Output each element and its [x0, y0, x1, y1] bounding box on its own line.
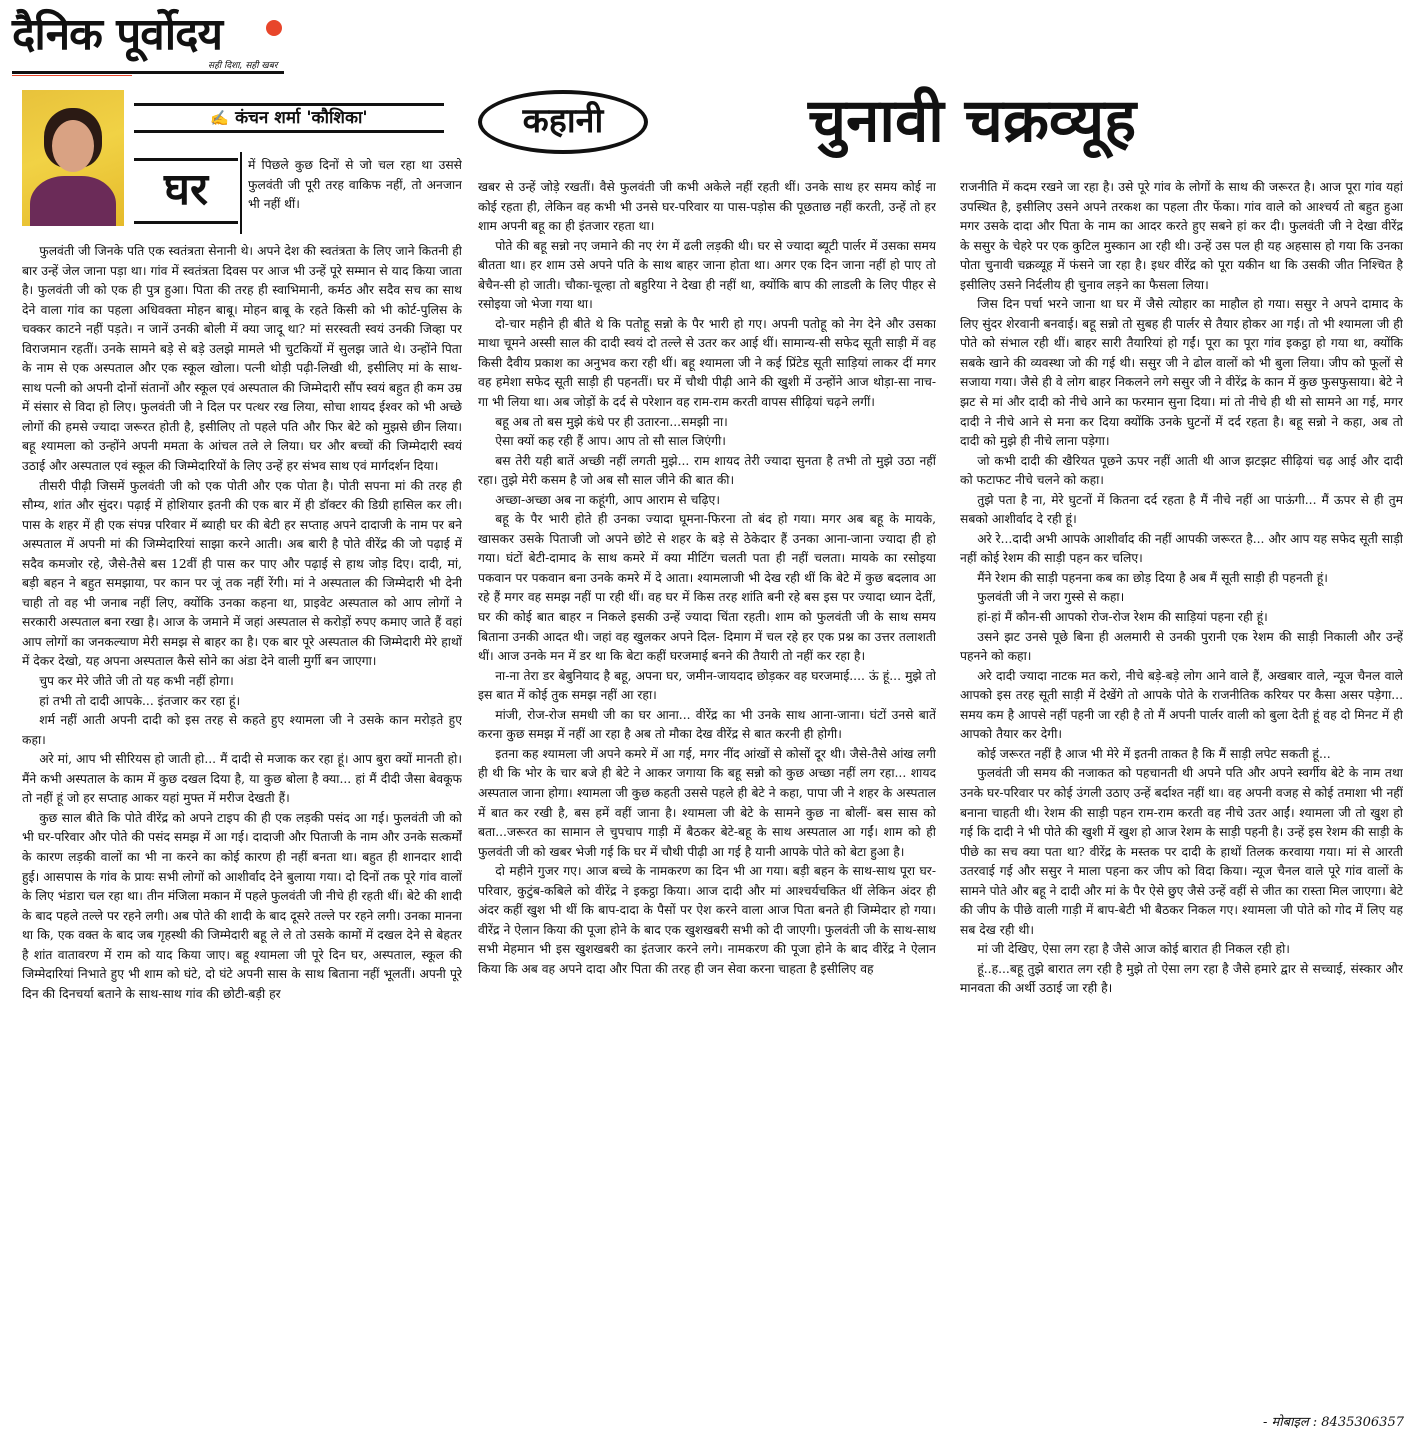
paragraph: ना-ना तेरा डर बेबुनियाद है बहू, अपना घर, जमीन-जायदाद छोड़कर वह घरजमाई.... ऊं हूं... मुझे तो इस बात में कोई तुक समझ नहीं आ रहा। — [478, 668, 936, 703]
paragraph: बहू अब तो बस मुझे कंधे पर ही उतारना...समझी ना। — [495, 414, 728, 429]
dropcap-divider — [240, 152, 242, 234]
paragraph: हां-हां मैं कौन-सी आपको रोज-रोज रेशम की साड़ियां पहना रही हूं। — [977, 610, 1268, 625]
author-byline — [134, 103, 444, 133]
article-column-2 — [478, 178, 936, 1444]
author-photo — [22, 90, 124, 226]
paragraph: दो महीने गुजर गए। आज बच्चे के नामकरण का दिन भी आ गया। बड़ी बहन के साथ-साथ पूरा घर-परिवार, कुटुंब-कबिले को वीरेंद्र ने इकट्ठा किया। आज दादी और मां आश्चर्यचकित थीं लेकिन अंदर ही अंदर कहीं खुश भी थीं कि बाप-दादा के पैसों पर ऐश करने वाला आज पिता बनते ही जिम्मेदार हो गया। वीरेंद्र ने ऐलान किया की पूजा होने के बाद एक खुशखबरी सभी को दी जाएगी। फुलवंती जी के साथ-साथ सभी मेहमान भी इस खुशखबरी का इंतजार करने लगे। नामकरण की पूजा होने के बाद वीरेंद्र ने ऐलान किया कि अब वह अपने दादा और पिता की तरह ही जन सेवा करना चाहता है इसीलिए वह — [478, 864, 936, 976]
paragraph: राजनीति में कदम रखने जा रहा है। उसे पूरे गांव के लोगों के साथ की जरूरत है। आज पूरा गांव यहां उपस्थित है, इसीलिए उसने अपने तरकश का पहला तीर फेंका। गांव वाले को आश्चर्य तो बहुत हुआ मगर उसके दादा और पिता के नाम का आदर करते हुए सबने हां कर दी। फुलवंती जी ने देखा वीरेंद्र के ससुर के चेहरे पर एक कुटिल मुस्कान आ रही थी। उन्हें उस पल ही यह अहसास हो गया कि उनका पोता चुनावी चक्रव्यूह में फंसने जा रहा है। इधर वीरेंद्र को पूरा यकीन था कि उसकी जीत निश्चित है इसीलिए उसने निर्दलीय ही चुनाव लड़ने का फैसला लिया। — [960, 180, 1403, 292]
paragraph: चुप कर मेरे जीते जी तो यह कभी नहीं होगा। — [39, 674, 234, 689]
paragraph: कोई जरूरत नहीं है आज भी मेरे में इतनी ताकत है कि मैं साड़ी लपेट सकती हूं... — [977, 746, 1331, 761]
section-label: कहानी — [478, 90, 648, 154]
paragraph: ऐसा क्यों कह रही हैं आप। आप तो सौ साल जिएंगी। — [495, 434, 726, 449]
paragraph: इतना कह श्यामला जी अपने कमरे में आ गई, मगर नींद आंखों से कोसों दूर थी। जैसे-तैसे आंख लगी ही थी कि भोर के चार बजे ही बेटे ने आकर जगाया कि बहू सन्नो को कुछ अच्छा नहीं लग रहा... शायद अस्पताल जाना होगा। श्यामला जी कुछ कहती उससे पहले ही बेटे ने कहा, पापा जी ने शहर के अस्पताल में बात कर रखी है, बस हमें वहीं जाना है। श्यामला जी बेटे के सामने कुछ ना बोलीं- बस सास को बता...जरूरत का सामान ले चुपचाप गाड़ी में बैठकर बेटे-बहू के साथ अस्पताल आ गईं। शाम को ही फुलवंती जी को खबर भेजी गई कि घर में चौथी पीढ़ी आ गई है यानी आपके पोते को बेटा हुआ है। — [478, 746, 936, 859]
paragraph: शर्म नहीं आती अपनी दादी को इस तरह से कहते हुए श्यामला जी ने उसके कान मरोड़ते हुए कहा। — [22, 713, 462, 747]
paragraph: अच्छा-अच्छा अब ना कहूंगी, आप आराम से चढ़िए। — [495, 492, 720, 507]
newspaper-logo: दैनिक पूर्वोदय — [12, 9, 223, 60]
author-name: कंचन शर्मा 'कौशिका' — [235, 108, 368, 128]
paragraph: जिस दिन पर्चा भरने जाना था घर में जैसे त्योहार का माहौल हो गया। ससुर ने अपने दामाद के लिए सुंदर शेरवानी बनवाई। बहू सन्नो तो सुबह ही पार्लर से तैयार होकर आ गई। तो भी श्यामला जी ही पोते को संभाल रही थीं। बाहर सारी तैयारियां हो गईं। पूरा का पूरा गांव इकट्ठा हो गया था, क्योंकि सबके खाने की व्यवस्था जो की गई थी। ससुर जी ने ढोल वालों को भी बुला लिया। जीप को फूलों से सजाया गया। जैसे ही वे लोग बाहर निकलने लगे ससुर जी ने वीरेंद्र के कान में कुछ फुसफुसाया। बेटे ने झट से मां और दादी को नीचे आने का फरमान सुना दिया। मां तो नीचे ही थी सो सामने आ गई, मगर दादी ने नीचे आने से मना कर दिया क्योंकि उनके घुटनों में दर्द रहता है। बहू सन्नो ने कहा, अब तो दादी को मुझे ही नीचे लाना पड़ेगा। — [960, 297, 1403, 449]
story-title: चुनावी चक्रव्यूह — [808, 86, 1137, 156]
paragraph: दो-चार महीने ही बीते थे कि पतोहू सन्नो के पैर भारी हो गए। अपनी पतोहू को नेग देने और उसका माथा चूमने अस्सी साल की दादी स्वयं दो तल्ले से उतर कर आई थीं। सामान्य-सी सफेद सूती साड़ी में वह किसी दैवीय प्रकाश का अनुभव करा रही थीं। बहू श्यामला जी ने कई प्रिंटेड सूती साड़ियां लाकर दीं मगर वह हमेशा सफेद सूती साड़ी ही पहनतीं। घर में चौथी पीढ़ी आने की खुशी में उन्होंने आज थोड़ा-सा नाच-गा भी लिया था। अब जोड़ों के दर्द से परेशान वह राम-राम करती वापस सीढ़ियां चढ़ने लगीं। — [478, 316, 936, 410]
paragraph: कुछ साल बीते कि पोते वीरेंद्र को अपने टाइप की ही एक लड़की पसंद आ गई। फुलवंती जी को भी घर-परिवार और पोते की पसंद समझ में आ गई। दादाजी और पिताजी के नाम और उनके सत्कर्मों के कारण लड़की वालों का भी ना करने का कोई कारण ही नहीं बनता था। बहुत ही शानदार शादी हुई। आसपास के गांव के प्रायः सभी लोगों को आशीर्वाद देने बुलाया गया। दो दिनों तक पूरे गांव वालों के लिए भंडारा चल रहा था। तीन मंजिला मकान में पहले फुलवंती जी नीचे ही रहती थीं। बेटे की शादी के बाद पहले तल्ले पर रहने लगी। अब पोते की शादी के बाद दूसरे तल्ले पर रहने लगी। उनका मानना था कि, एक वक्त के बाद जब गृहस्थी की जिम्मेदारी बहू ले ले तो उसके कामों में दखल देने से बेहतर है शांत वातावरण में राम को याद किया जाए। बहू श्यामला जी पूरे दिन घर, अस्पताल, स्कूल की जिम्मेदारियां निभाते हुए भी शाम को घंटे, दो घंटे अपनी सास के साथ बिताना नहीं भूलतीं। अपनी पूरे दिन की दिनचर्या बताने के साथ-साथ गांव की छोटी-बड़ी हर — [22, 810, 462, 1001]
author-mobile-number: - मोबाइल : 8435306357 — [1262, 1415, 1404, 1430]
paragraph: बस तेरी यही बातें अच्छी नहीं लगती मुझे... राम शायद तेरी ज्यादा सुनता है तभी तो मुझे उठा नहीं रहा। तुझे मेरी कसम है जो अब सौ साल जीने की बात की। — [478, 453, 936, 488]
paragraph: उसने झट उनसे पूछे बिना ही अलमारी से उनकी पुरानी एक रेशम की साड़ी निकाली और उन्हें पहनने को कहा। — [960, 629, 1403, 664]
paragraph: तुझे पता है ना, मेरे घुटनों में कितना दर्द रहता है मैं नीचे नहीं आ पाऊंगी... मैं ऊपर से ही तुम सबको आशीर्वाद दे रही हूं। — [960, 492, 1403, 527]
paragraph: हूं..ह...बहू तुझे बारात लग रही है मुझे तो ऐसा लग रहा है जैसे हमारे द्वार से सच्चाई, संस्कार और मानवता की अर्थी उठाई जा रही है। — [960, 961, 1403, 996]
intro-paragraph: में पिछले कुछ दिनों से जो चल रहा था उससे फुलवंती जी पूरी तरह वाकिफ नहीं, तो अनजान भी नहीं थीं। — [248, 158, 462, 212]
paragraph: फुलवंती जी ने जरा गुस्से से कहा। — [977, 590, 1125, 605]
paragraph: फुलवंती जी समय की नजाकत को पहचानती थी अपने पति और अपने स्वर्गीय बेटे के नाम तथा उनके घर-परिवार पर कोई उंगली उठाए उन्हें बर्दाश्त नहीं था। वह अपनी वजह से कोई तमाशा भी नहीं बनाना चाहती थी। रेशम की साड़ी पहन राम-राम करती वह नीचे उतर आईं। श्यामला जी तो खुश हो गई कि दादी ने भी पोते की खुशी में खुश हो आज रेशम के साड़ी पहनी है। उन्हें इस रेशम की साड़ी के पीछे का सच क्या पता था? वीरेंद्र के मस्तक पर दादी के हाथों तिलक करवाया गया। मां से आरती उतरवाई गई और ससुर ने माला पहना कर जीप को विदा किया। न्यूज चैनल वाले पूरे गांव वालों के सामने पोते और बहू ने दादी और मां के पैर ऐसे छुए जैसे उन्हें वहीं से जीत का रास्ता मिल जाएगा। बेटे की जीप के पीछे वाली गाड़ी में बाप-बेटी भी बैठकर निकल गए। श्यामला जी पोते को गोद में लिए यह सब देख रही थी। — [960, 766, 1403, 937]
article-column-3 — [960, 178, 1403, 1404]
newspaper-tagline: सही दिशा, सही खबर — [208, 61, 278, 71]
paragraph: अरे दादी ज्यादा नाटक मत करो, नीचे बड़े-बड़े लोग आने वाले हैं, अखबार वाले, न्यूज चैनल वाले आपको इस तरह सूती साड़ी में देखेंगे तो आपके पोते के राजनीतिक करियर पर कैसा असर पड़ेगा... समय कम है आपसे नहीं पहनी जा रही है तो मैं अपनी पार्लर वाली को बुला देती हूं वह दो मिनट में ही आपको तैयार कर देगी। — [960, 668, 1403, 742]
paragraph: बहू के पैर भारी होते ही उनका ज्यादा घूमना-फिरना तो बंद हो गया। मगर अब बहू के मायके, खासकर उसके पिताजी जो अपने छोटे से शहर के बड़े से ठेकेदार हैं उनका आना-जाना ज्यादा ही हो गया। घंटों बेटी-दामाद के साथ कमरे में क्या मीटिंग चलती पता ही नहीं चलता। मायके का रसोइया पकवान पर पकवान बना उनके कमरे में दे आता। श्यामलाजी भी देख रही थीं कि बेटे में कुछ बदलाव आ रहे हैं मगर वह समझ नहीं पा रही थीं। वह घर में किस तरह शांति बनी रहे बस इस पर ज्यादा ध्यान देतीं, घर की कोई बात बाहर न निकले इसकी उन्हें ज्यादा चिंता रहती। शाम को फुलवंती जी के साथ समय बिताना उनकी आदत थी। जहां वह खुलकर अपने दिल- दिमाग में चल रहे हर एक प्रश्न का उत्तर तलाशती थीं। आज उनके मन में डर था कि बेटा कहीं घरजमाई बनने की तैयारी तो नहीं कर रहा है। — [478, 512, 936, 664]
masthead-accent-rule — [12, 75, 132, 76]
paragraph: अरे रे...दादी अभी आपके आशीर्वाद की नहीं आपकी जरूरत है... और आप यह सफेद सूती साड़ी नहीं कोई रेशम की साड़ी पहन कर चलिए। — [960, 531, 1403, 566]
paragraph: खबर से उन्हें जोड़े रखतीं। वैसे फुलवंती जी कभी अकेले नहीं रहती थीं। उनके साथ हर समय कोई ना कोई रहता ही, लेकिन वह कभी भी उनसे घर-परिवार या पास-पड़ोस की पूछताछ नहीं करती, उन्हें तो हर शाम अपनी बहू का ही इंतजार रहता था। — [478, 180, 936, 234]
paragraph: तीसरी पीढ़ी जिसमें फुलवंती जी को एक पोती और एक पोता है। पोती सपना मां की तरह ही सौम्य, शांत और सुंदर। पढ़ाई में होशियार इतनी की एक बार में ही डॉक्टर की डिग्री हासिल कर ली। पास के शहर में ही एक संपन्न परिवार में ब्याही घर की बेटी हर सप्ताह अपने दादाजी के नाम पर बने अस्पताल में अपनी मां की जिम्मेदारियां साझा करने आती। अब बारी है पोते वीरेंद्र की जो पढ़ाई में सदैव कमजोर रहे, जैसे-तैसे बस 12वीं ही पास कर पाए और पढ़ाई से हाथ जोड़ दिए। दादी, मां, बड़ी बहन ने बहुत समझाया, पर कान पर जूं तक नहीं रेंगी। मां ने अस्पताल की जिम्मेदारी भी देनी चाही तो वह भी जनाब नहीं लिए, क्योंकि उनका कहना था, प्राइवेट अस्पताल को आप लोगों ने सरकारी अस्पताल बना रखा है। आज के जमाने में जहां अस्पताल से करोड़ों रुपए कमाए जाते हैं वहां आप लोगों का जनकल्याण मेरी समझ से बाहर का है। एक बार पूरे अस्पताल की जिम्मेदारी मेरे हाथों में देकर देखो, यह अपना अस्पताल कैसे सोने का अंडा देने वाली मुर्गी बन जाएगा। — [22, 478, 462, 669]
paragraph: मैंने रेशम की साड़ी पहनना कब का छोड़ दिया है अब मैं सूती साड़ी ही पहनती हूं। — [977, 570, 1328, 585]
masthead — [12, 8, 284, 72]
paragraph: हां तभी तो दादी आपके... इंतजार कर रहा हूं। — [39, 693, 241, 708]
paragraph: फुलवंती जी जिनके पति एक स्वतंत्रता सेनानी थे। अपने देश की स्वतंत्रता के लिए जाने कितनी ही बार उन्हें जेल जाना पड़ा था। गांव में स्वतंत्रता दिवस पर आज भी उन्हें पूरे सम्मान से याद किया जाता है। फुलवंती जी को एक ही पुत्र हुआ। पिता की तरह ही स्वाभिमानी, कर्मठ और सदैव सच का साथ देने वाला गांव का पहला अधिवक्ता मोहन बाबू। मोहन बाबू के रहते किसी को भी कोर्ट-पुलिस के चक्कर काटने नहीं पड़ते। न जानें उनकी बोली में क्या जादू था? मां सरस्वती स्वयं उनकी जिव्हा पर विराजमान रहतीं। उनके सामने बड़े से बड़े उलझे मामले भी चुटकियों में सुलझ जाते थे। उन्होंने पिता के नाम से एक अस्पताल और एक स्कूल खोला। पत्नी थोड़ी पढ़ी-लिखी थी, इसीलिए मां के साथ-साथ पत्नी को अपनी दोनों संतानों और स्कूल एवं अस्पताल की जिम्मेदारी सौंप स्वयं बहुत ही कम उम्र में संसार से विदा हो लिए। फुलवंती जी ने दिल पर पत्थर रख लिया, सोचा शायद ईश्वर को भी अच्छे लोगों की हमसे ज्यादा जरूरत होती है, इसीलिए तो पहले पति और फिर बेटे को मुझसे छीन लिया। बहू श्यामला को उन्होंने अपनी ममता के आंचल तले ले लिया। घर और बच्चों की जिम्मेदारी स्वयं उठाई और अस्पताल एवं स्कूल की जिम्मेदारियों के लिए उन्हें हर संभव साथ एवं मार्गदर्शन दिया। — [22, 244, 462, 474]
article-column-1 — [22, 242, 462, 1442]
paragraph: अरे मां, आप भी सीरियस हो जाती हो... मैं दादी से मजाक कर रहा हूं। आप बुरा क्यों मानती हो। मैंने कभी अस्पताल के काम में कुछ दखल दिया है, या कुछ बोला है क्या... हां मैं दीदी जैसा बेवकूफ तो नहीं हूं जो हर सप्ताह आकर यहां मुफ्त में मरीज देखती हैं। — [22, 752, 462, 806]
paragraph: मां जी देखिए, ऐसा लग रहा है जैसे आज कोई बारात ही निकल रही हो। — [977, 942, 1290, 957]
logo-dot-icon — [266, 20, 282, 36]
paragraph: जो कभी दादी की खैरियत पूछने ऊपर नहीं आती थी आज झटझट सीढ़ियां चढ़ आई और दादी को फटाफट नीचे चलने को कहा। — [960, 453, 1403, 488]
paragraph: मांजी, रोज-रोज समधी जी का घर आना... वीरेंद्र का भी उनके साथ आना-जाना। घंटों उनसे बातें करना कुछ समझ में नहीं आ रहा है अब तो मौका देख वीरेंद्र से बात करनी ही होगी। — [478, 707, 936, 742]
intro-text — [248, 156, 462, 234]
paragraph: पोते की बहू सन्नो नए जमाने की नए रंग में ढली लड़की थी। घर से ज्यादा ब्यूटी पार्लर में उसका समय बीतता था। हर शाम उसे अपने पति के साथ बाहर जाना होता था। अगर एक दिन जाना नहीं हो पाए तो बेचैन-सी हो जाती। चौका-चूल्हा तो बहुरिया ने देखा ही नहीं था, क्योंकि बाप की लाडली के लिए पीहर से रसोइया जो भेजा गया था। — [478, 238, 936, 312]
pen-icon: ✍ — [210, 109, 230, 127]
dropcap-word: घर — [134, 158, 238, 224]
masthead-rule — [12, 71, 284, 74]
